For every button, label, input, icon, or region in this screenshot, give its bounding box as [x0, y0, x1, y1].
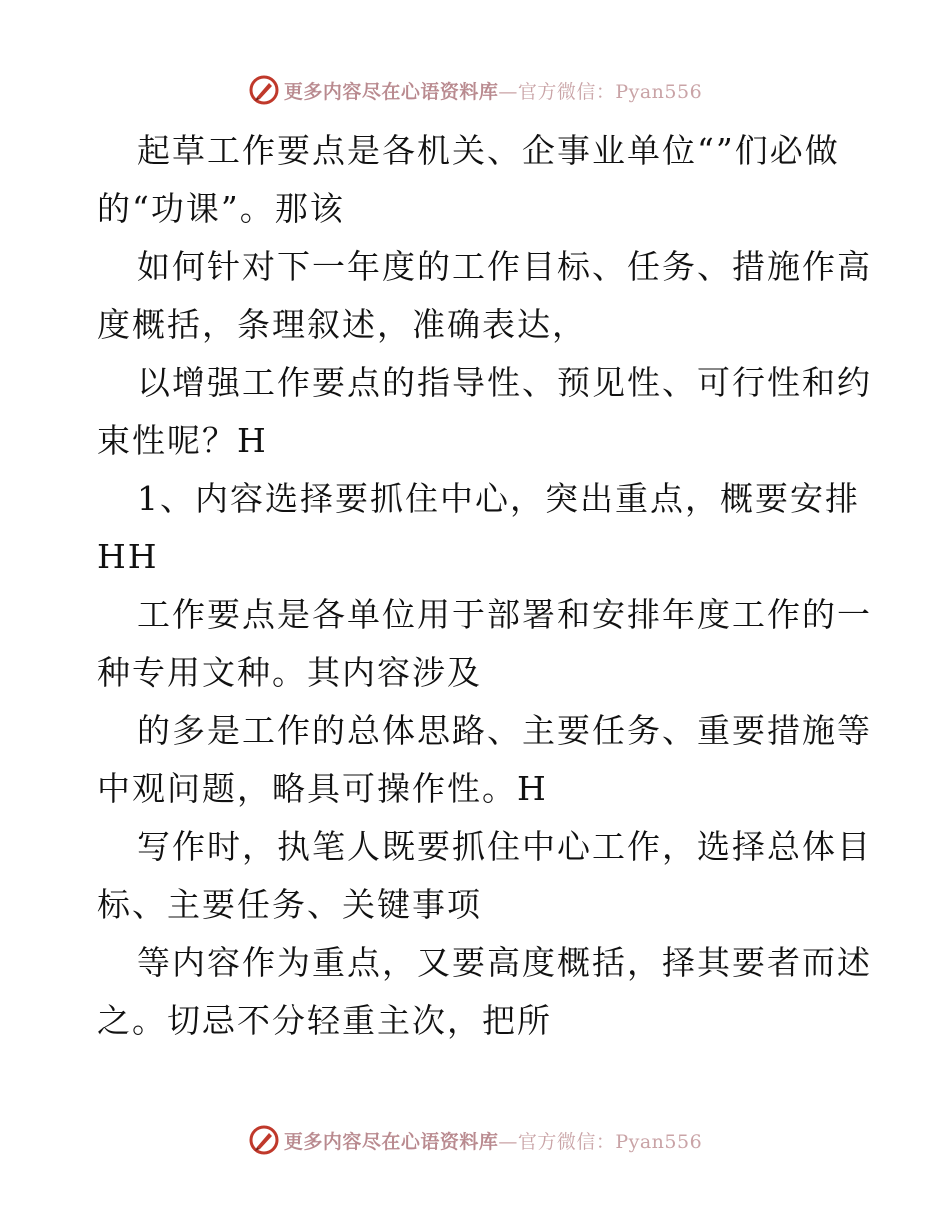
brand-text: 更多内容尽在心语资料库	[283, 80, 499, 103]
wechat-text: —官方微信：Pyan556	[498, 1130, 703, 1153]
pen-logo-icon	[248, 74, 280, 106]
paragraph-7-line-1: 写作时，执笔人既要抓住中心工作，选择总体目	[137, 827, 872, 866]
paragraph-5-line-1: 工作要点是各单位用于部署和安排年度工作的一	[137, 595, 872, 634]
paragraph-6-line-2: 中观问题，略具可操作性。H	[97, 769, 548, 808]
brand-text: 更多内容尽在心语资料库	[283, 1130, 499, 1153]
paragraph-2-line-2: 度概括，条理叙述，准确表达，	[97, 305, 587, 344]
banner-text	[284, 77, 702, 104]
paragraph-5-line-2: 种专用文种。其内容涉及	[97, 653, 482, 692]
banner-text	[284, 1127, 702, 1154]
wechat-text: —官方微信：Pyan556	[498, 80, 703, 103]
paragraph-3-line-2: 束性呢？H	[97, 421, 268, 460]
document-body	[97, 122, 872, 1050]
paragraph-8-line-1: 等内容作为重点，又要高度概括，择其要者而述	[137, 943, 872, 982]
header-banner	[0, 70, 950, 110]
pen-logo-icon	[248, 1124, 280, 1156]
paragraph-7-line-2: 标、主要任务、关键事项	[97, 885, 482, 924]
paragraph-8-line-2: 之。切忌不分轻重主次，把所	[97, 1001, 552, 1040]
paragraph-4-line-2: HH	[97, 537, 159, 576]
paragraph-3-line-1: 以增强工作要点的指导性、预见性、可行性和约	[137, 363, 872, 402]
paragraph-4-line-1: 1、内容选择要抓住中心，突出重点，概要安排	[137, 479, 860, 518]
footer-banner	[0, 1120, 950, 1160]
paragraph-2-line-1: 如何针对下一年度的工作目标、任务、措施作高	[137, 247, 872, 286]
paragraph-1-line-2: 的“功课”。那该	[97, 189, 345, 228]
paragraph-6-line-1: 的多是工作的总体思路、主要任务、重要措施等	[137, 711, 872, 750]
paragraph-1-line-1: 起草工作要点是各机关、企事业单位“”们必做	[137, 131, 840, 170]
